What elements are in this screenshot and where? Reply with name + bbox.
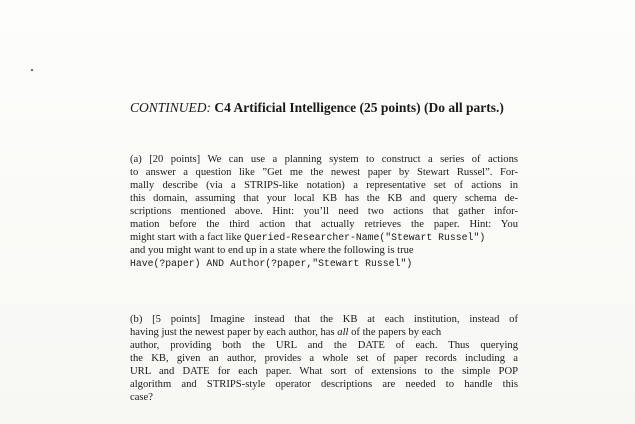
part-b-line: algorithm and STRIPS-style operator descriptions are needed to handle this [130, 379, 518, 390]
part-b-line [130, 326, 518, 339]
part-b-emphasis: all [337, 327, 349, 338]
part-a-line: and you might want to end up in a state where the following is true [130, 245, 414, 256]
part-a-line: (a) [20 points] We can use a planning system to construct a series of actions [130, 154, 518, 165]
part-b-line2-pre: having just the newest paper by each author, has [130, 327, 338, 338]
part-a-line: mally describe (via a STRIPS-like notation) a representative set of actions in [130, 180, 518, 191]
part-a-line: to answer a question like ”Get me the newest paper by Stewart Russel”. For- [130, 167, 518, 178]
continued-label: CONTINUED: [130, 100, 212, 115]
part-a-code-goal: Have(?paper) AND Author(?paper,"Stewart Russel") [130, 258, 413, 269]
part-a-line: mation before the third action that actually retrieves the paper. Hint: You [130, 219, 518, 230]
part-a-code-fact: Queried-Researcher-Name("Stewart Russel") [244, 232, 486, 243]
part-b-line: URL and DATE for each paper. What sort of extensions to the simple POP [130, 366, 518, 377]
part-b-line: case? [130, 392, 153, 403]
part-a-line: scriptions mentioned above. Hint: you’ll need two actions that gather infor- [130, 206, 518, 217]
question-part-a [130, 153, 518, 270]
part-a-line: this domain, assuming that your local KB has the KB and query schema de- [130, 193, 518, 204]
part-b-line: (b) [5 points] Imagine instead that the KB at each institution, instead of [130, 314, 518, 325]
part-a-line7-text: might start with a fact like [130, 232, 245, 243]
part-b-line: author, providing both the URL and the DATE of each. Thus querying [130, 340, 518, 351]
part-b-line2-post: of the papers by each [348, 327, 442, 338]
part-a-line [130, 231, 518, 244]
question-part-b [130, 313, 518, 404]
section-title: C4 Artificial Intelligence (25 points) (Do all parts.) [214, 100, 504, 115]
part-b-line: the KB, given an author, provides a whole set of paper records including a [130, 353, 518, 364]
paper-speck [31, 69, 33, 71]
section-heading [130, 100, 504, 116]
